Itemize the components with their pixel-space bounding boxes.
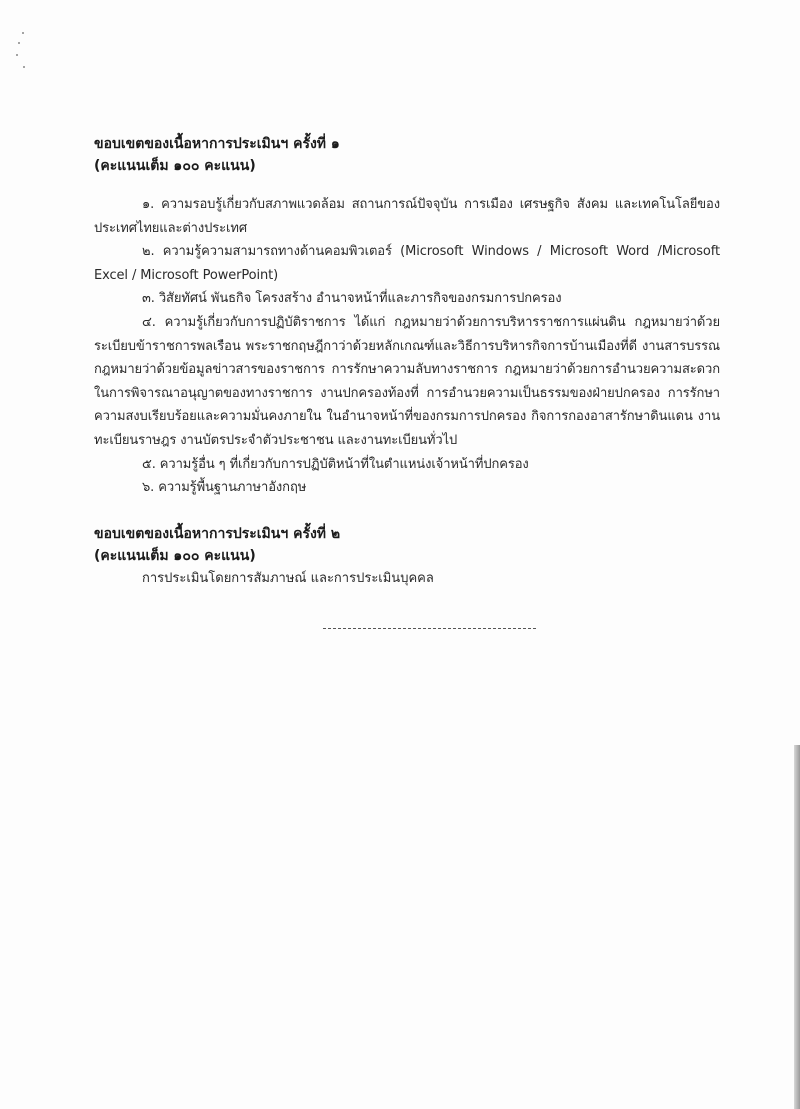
section-1 <box>94 133 720 500</box>
speck <box>22 32 24 34</box>
section-2 <box>94 523 720 590</box>
section-1-item-1: ๑. ความรอบรู้เกี่ยวกับสภาพแวดล้อม สถานการณ์ปัจจุบัน การเมือง เศรษฐกิจ สังคม และเทคโนโลยีของประเทศไทยและต่างประเทศ <box>94 197 720 236</box>
scan-specks <box>14 28 30 74</box>
section-1-score: (คะแนนเต็ม ๑๐๐ คะแนน) <box>94 158 256 174</box>
end-divider <box>323 628 536 629</box>
section-1-item-4: ๔. ความรู้เกี่ยวกับการปฏิบัติราชการ ได้แก่ กฎหมายว่าด้วยการบริหารราชการแผ่นดิน กฎหมายว่าด้วยระเบียบข้าราชการพลเรือน พระราชกฤษฎีกาว่าด้วยหลักเกณฑ์และวิธีการบริหารกิจการบ้านเมืองที่ดี งานสารบรรณ กฎหมายว่าด้วยข้อมูลข่าวสารของราชการ การรักษาความลับทางราชการ กฎหมายว่าด้วยการอำนวยความสะดวกในการพิจารณาอนุญาตของทางราชการ งานปกครองท้องที่ การอำนวยความเป็นธรรมของฝ่ายปกครอง การรักษาความสงบเรียบร้อยและความมั่นคงภายใน ในอำนาจหน้าที่ของกรมการปกครอง กิจการกองอาสารักษาดินแดน งานทะเบียนราษฎร งานบัตรประจำตัวประชาชน และงานทะเบียนทั่วไป <box>94 314 720 448</box>
section-1-item-5: ๕. ความรู้อื่น ๆ ที่เกี่ยวกับการปฏิบัติหน้าที่ในตำแหน่งเจ้าหน้าที่ปกครอง <box>142 456 529 472</box>
section-1-heading: ขอบเขตของเนื้อหาการประเมินฯ ครั้งที่ ๑ <box>94 136 340 152</box>
section-1-item-6: ๖. ความรู้พื้นฐานภาษาอังกฤษ <box>142 480 307 496</box>
speck <box>23 66 25 68</box>
scan-edge-shadow <box>794 745 800 1109</box>
speck <box>18 42 20 44</box>
speck <box>16 54 18 56</box>
section-1-item-2: ๒. ความรู้ความสามารถทางด้านคอมพิวเตอร์ (Microsoft Windows / Microsoft Word /Microsoft Excel / Microsoft PowerPoint) <box>94 244 720 283</box>
section-1-item-3: ๓. วิสัยทัศน์ พันธกิจ โครงสร้าง อำนาจหน้าที่และภารกิจของกรมการปกครอง <box>142 291 562 307</box>
section-2-heading: ขอบเขตของเนื้อหาการประเมินฯ ครั้งที่ ๒ <box>94 526 341 542</box>
section-2-text: การประเมินโดยการสัมภาษณ์ และการประเมินบุคคล <box>142 571 434 586</box>
section-2-score: (คะแนนเต็ม ๑๐๐ คะแนน) <box>94 548 256 564</box>
